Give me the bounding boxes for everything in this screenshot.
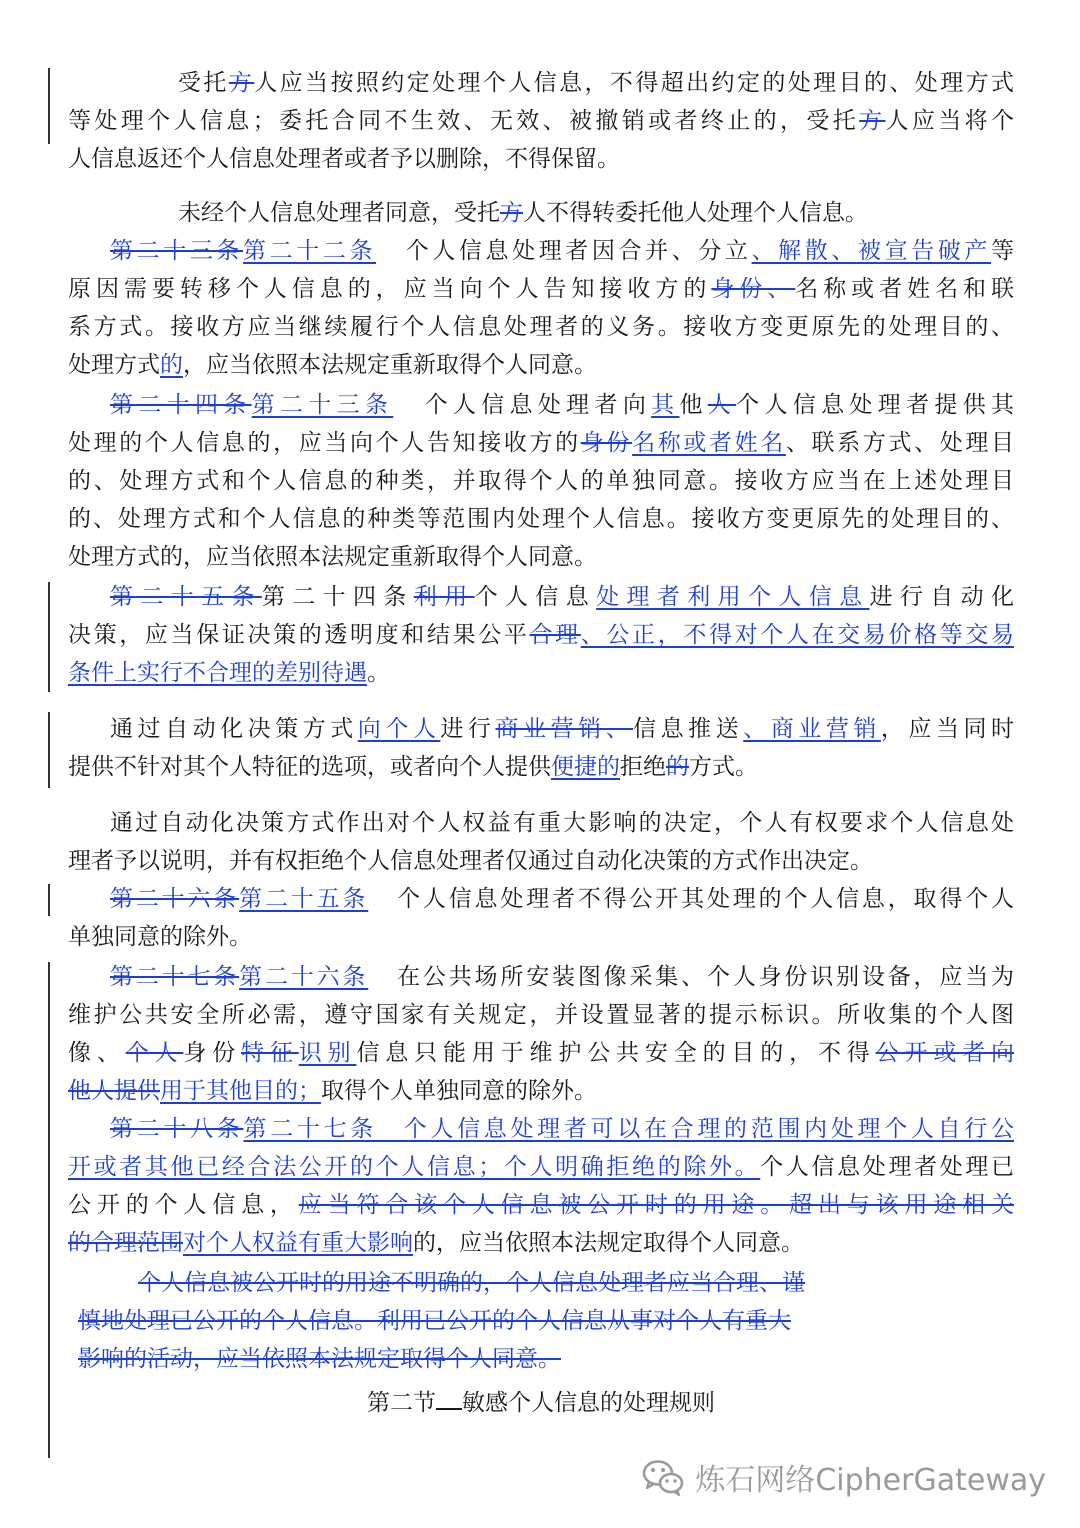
body-text: 方式。 (689, 754, 758, 780)
inserted-text: 、商业营销 (743, 716, 881, 742)
deleted-text: 人 (707, 392, 737, 418)
body-text: ，应当依照本法规定重新取得个人同意。 (183, 352, 597, 378)
change-bar (48, 582, 50, 692)
body-text: 个人信息处理者向 (419, 392, 652, 418)
body-text: 提供不针对其个人特征的选项，或者向个人提供 (68, 754, 551, 780)
body-text: 、联系方式、处理目 (785, 430, 1015, 456)
change-bar (48, 68, 50, 144)
body-text: 个人信息处理者不得公开其处理的个人信息，取得个人 (394, 886, 1015, 912)
deleted-text: 应当符合该个人信息被公开时的用途。超出与该用途相关 (298, 1192, 1014, 1218)
body-text: 在公共场所安装图像采集、个人身份识别设备，应当为 (394, 964, 1015, 990)
deleted-text: 的合理范围 (68, 1230, 183, 1256)
text-line (110, 884, 1014, 918)
change-bar (48, 712, 50, 788)
change-bar (48, 884, 50, 916)
inserted-text: 名称或者姓名 (632, 430, 786, 456)
deleted-text: 方 (859, 108, 886, 134)
text-line (68, 752, 1014, 786)
section-heading-prefix: 第二节 (367, 1390, 436, 1416)
body-text: 个人信息处理者处理已 (760, 1154, 1015, 1180)
inserted-text: 、公正，不得对个人在交易价格等交易 (580, 622, 1015, 648)
body-text: 像、 (68, 1040, 126, 1066)
text-line (138, 1268, 1014, 1302)
text-line (78, 1344, 1014, 1378)
body-text: 人应当将个 (885, 108, 1015, 134)
text-line (110, 962, 1014, 996)
inserted-text: 、解散、被宣告破产 (751, 238, 992, 264)
deleted-text: 第二十三条 (110, 238, 244, 264)
text-line (68, 1076, 1014, 1110)
text-line (110, 390, 1014, 424)
deleted-text: 商业营销、 (495, 716, 634, 742)
text-line (178, 198, 1014, 232)
text-line (68, 428, 1014, 462)
text-line (68, 466, 1014, 500)
body-text: 原因需要转移个人信息的，应当向个人告知接收方的 (68, 276, 712, 302)
text-line (110, 236, 1014, 270)
inserted-text: 其 (651, 392, 680, 418)
inserted-text: 条件上实行不合理的差别待遇 (68, 660, 367, 686)
body-text: 单独同意的除外。 (68, 924, 252, 950)
body-text: 处理方式 (68, 352, 160, 378)
body-text: 信息只能用于维护公共安全的目的，不得 (356, 1040, 876, 1066)
body-text: 第二十四条 (261, 584, 414, 610)
text-line (68, 658, 1014, 692)
inserted-text: 对个人权益有重大影响 (183, 1230, 413, 1256)
body-text: 理者予以说明，并有权拒绝个人信息处理者仅通过自动化决策的方式作出决定。 (68, 848, 873, 874)
text-line (110, 582, 1014, 616)
text-line (68, 144, 1014, 178)
text-line (68, 922, 1014, 956)
deleted-text: 第二十六条 (110, 886, 240, 912)
deleted-text: 特征 (241, 1040, 299, 1066)
body-text: 公开的个人信息， (68, 1192, 299, 1218)
section-heading-blank (436, 1386, 462, 1410)
deleted-text: 个人 (125, 1040, 184, 1066)
body-text: 的，应当依照本法规定取得个人同意。 (413, 1230, 804, 1256)
text-line (68, 504, 1014, 538)
inserted-text: 识别 (298, 1040, 357, 1066)
body-text: 名称或者姓名和联 (795, 276, 1015, 302)
text-line (78, 1306, 1014, 1340)
text-line (68, 1038, 1014, 1072)
inserted-text: 便捷的 (551, 754, 620, 780)
deleted-text: 方 (228, 70, 255, 96)
deleted-text: 合理 (529, 622, 581, 648)
body-text: 维护公共安全所必需，遵守国家有关规定，并设置显著的提示标识。所收集的个人图 (68, 1002, 1014, 1028)
text-line (110, 1114, 1014, 1148)
body-text: 决策，应当保证决策的透明度和结果公平 (68, 622, 530, 648)
change-bar (48, 962, 50, 1458)
deleted-text: 方 (500, 200, 523, 226)
body-text: 通过自动化决策方式 (110, 716, 358, 742)
body-text: 人信息返还个人信息处理者或者予以删除，不得保留。 (68, 146, 620, 172)
body-text: 等 (991, 238, 1015, 264)
deleted-text: 第二十八条 (110, 1116, 244, 1142)
text-line (68, 350, 1014, 384)
text-line (68, 1152, 1014, 1186)
inserted-text: 第二十六条 (239, 964, 369, 990)
body-text: 进行 (440, 716, 496, 742)
deleted-text: 第二十四条 (110, 392, 252, 418)
text-line (68, 1190, 1014, 1224)
body-text: 个人信息处理者提供其 (736, 392, 1015, 418)
body-text: 受托 (178, 70, 229, 96)
body-text: 未经个人信息处理者同意，受托 (178, 200, 500, 226)
text-line (68, 1000, 1014, 1034)
body-text: 人不得转委托他人处理个人信息。 (523, 200, 868, 226)
body-text: 等处理个人信息；委托合同不生效、无效、被撤销或者终止的，受托 (68, 108, 860, 134)
deleted-text: 的 (666, 754, 689, 780)
watermark (641, 1452, 1046, 1502)
deleted-text: 公开或者向 (875, 1040, 1014, 1066)
deleted-text: 慎地处理已公开的个人信息。利用已公开的个人信息从事对个人有重大 (78, 1308, 791, 1334)
deleted-text: 影响的活动，应当依照本法规定取得个人同意。 (78, 1346, 561, 1372)
body-text: 的、处理方式和个人信息的种类等范围内处理个人信息。接收方变更原先的处理目的、 (68, 506, 1014, 532)
deleted-text: 第二十七条 (110, 964, 240, 990)
text-line (68, 274, 1014, 308)
inserted-text: 第二十五条 (239, 886, 369, 912)
text-line (110, 808, 1014, 842)
body-text: 信息推送 (633, 716, 744, 742)
body-text: 个人信息 (474, 584, 597, 610)
text-line (68, 106, 1014, 140)
deleted-text: 第二十五条 (110, 584, 262, 610)
body-text: 的、处理方式和个人信息的种类，并取得个人的单独同意。接收方应当在上述处理目 (68, 468, 1014, 494)
inserted-text: 用于其他目的； (160, 1078, 321, 1104)
text-line (68, 542, 1014, 576)
inserted-text: 第二十二条 (243, 238, 377, 264)
text-line (68, 620, 1014, 654)
inserted-text: 第二十三条 (251, 392, 394, 418)
text-line (68, 1228, 1014, 1262)
watermark-text: 炼石网络CipherGateway (695, 1463, 1046, 1498)
text-line (68, 846, 1014, 880)
deleted-text: 利用 (413, 584, 475, 610)
deleted-text: 身份、 (711, 276, 796, 302)
body-text: 处理的个人信息的，应当向个人告知接收方的 (68, 430, 581, 456)
section-heading (68, 1386, 1014, 1420)
body-text: 拒绝 (620, 754, 666, 780)
body-text: 身份 (183, 1040, 242, 1066)
body-text: 通过自动化决策方式作出对个人权益有重大影响的决定，个人有权要求个人信息处 (110, 810, 1014, 836)
body-text: 系方式。接收方应当继续履行个人信息处理者的义务。接收方变更原先的处理目的、 (68, 314, 1014, 340)
body-text: 个人信息处理者因合并、分立 (402, 238, 752, 264)
deleted-text: 身份 (580, 430, 633, 456)
section-heading-title: 敏感个人信息的处理规则 (462, 1390, 715, 1416)
deleted-text: 他人提供 (68, 1078, 160, 1104)
text-line (68, 312, 1014, 346)
body-text: 取得个人单独同意的除外。 (321, 1078, 597, 1104)
wechat-icon (641, 1457, 685, 1497)
inserted-text: 第二十七条 个人信息处理者可以在合理的范围内处理个人自行公 (243, 1116, 1015, 1142)
inserted-text: 开或者其他已经合法公开的个人信息；个人明确拒绝的除外。 (68, 1154, 761, 1180)
body-text: 他 (679, 392, 708, 418)
inserted-text: 向个人 (357, 716, 441, 742)
deleted-text: 个人信息被公开时的用途不明确的，个人信息处理者应当合理、谨 (138, 1270, 805, 1296)
body-text: 进行自动化 (869, 584, 1015, 610)
text-line (110, 714, 1014, 748)
inserted-text: 处理者利用个人信息 (596, 584, 870, 610)
body-text: 。 (367, 660, 390, 686)
text-line (178, 68, 1014, 102)
body-text: ，应当同时 (880, 716, 1014, 742)
inserted-text: 的 (160, 352, 183, 378)
body-text: 处理方式的，应当依照本法规定重新取得个人同意。 (68, 544, 597, 570)
body-text: 人应当按照约定处理个人信息，不得超出约定的处理目的、处理方式 (254, 70, 1014, 96)
